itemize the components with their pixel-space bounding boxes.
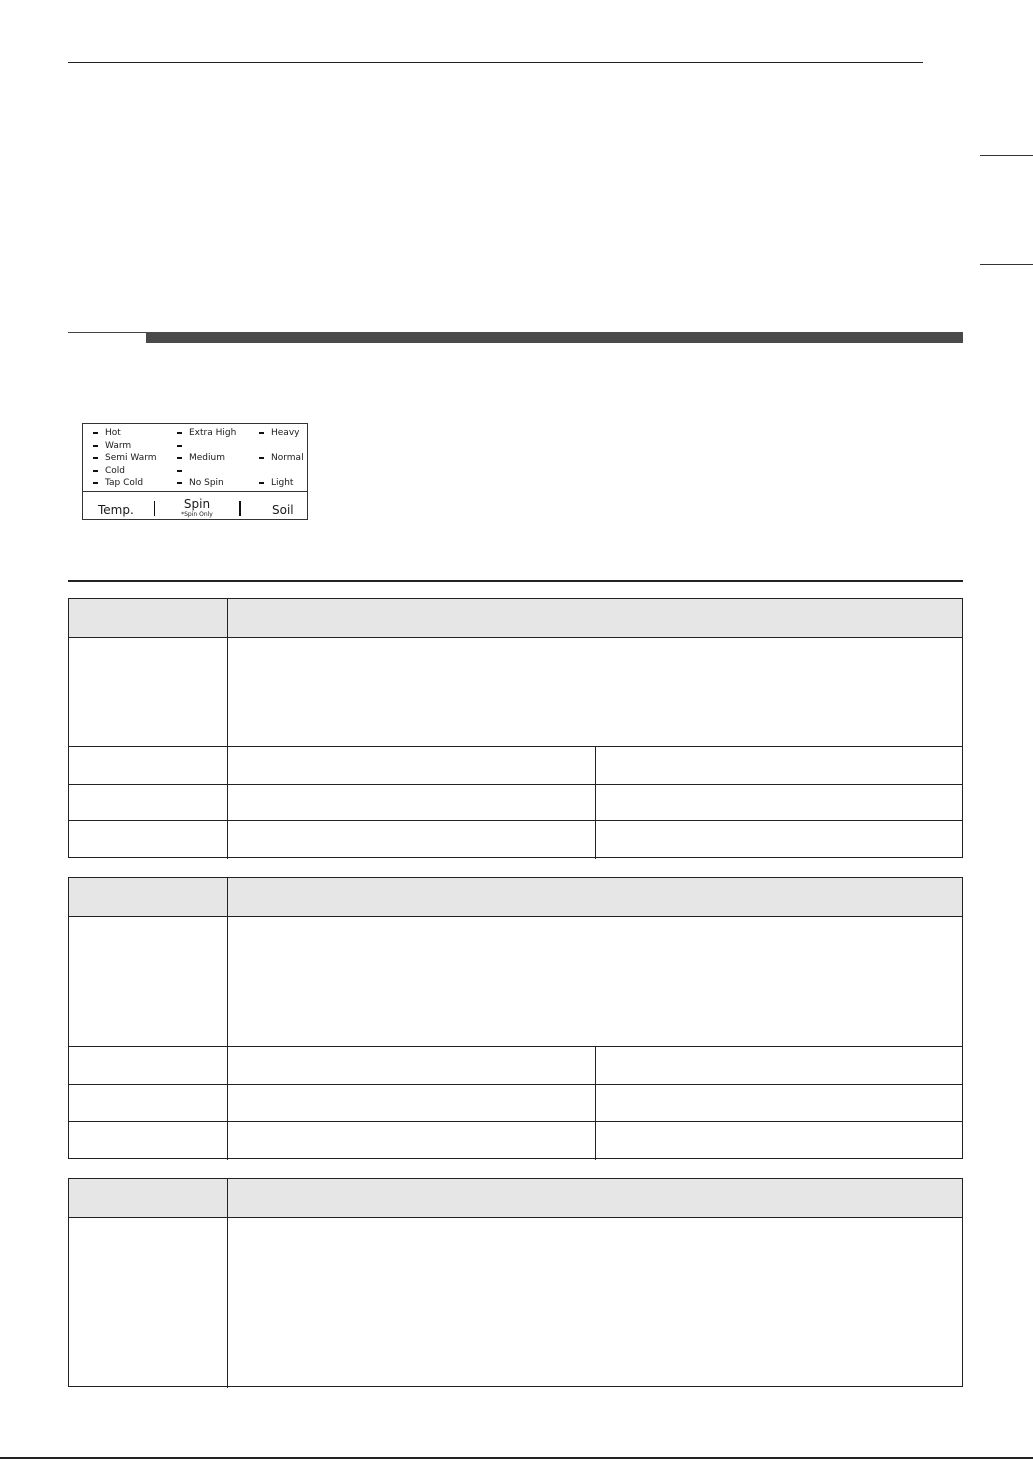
section-bar bbox=[146, 332, 963, 343]
temp-options bbox=[93, 427, 157, 490]
temp-option: Semi Warm bbox=[93, 452, 157, 465]
spin-option: No Spin bbox=[177, 477, 236, 490]
button-separator bbox=[154, 501, 155, 516]
indicator-led bbox=[177, 470, 182, 472]
temp-option: Hot bbox=[93, 427, 157, 440]
temp-option: Cold bbox=[93, 465, 157, 478]
soil-options bbox=[259, 427, 304, 490]
side-tab-marker bbox=[980, 264, 1033, 265]
spin-button-label: Spin bbox=[183, 497, 211, 511]
spin-options bbox=[177, 427, 236, 490]
soil-button-label: Soil bbox=[272, 503, 294, 517]
section-bar-lead bbox=[68, 332, 146, 333]
indicator-led bbox=[259, 482, 264, 484]
section-rule bbox=[68, 580, 963, 582]
temp-option: Tap Cold bbox=[93, 477, 157, 490]
spin-option bbox=[177, 440, 236, 453]
indicator-led bbox=[177, 432, 182, 434]
soil-option bbox=[259, 465, 304, 478]
table-header bbox=[69, 878, 962, 916]
panel-divider bbox=[83, 491, 307, 492]
table-header bbox=[69, 599, 962, 637]
table-header bbox=[69, 1179, 962, 1217]
temp-button-label: Temp. bbox=[98, 503, 134, 517]
soil-option bbox=[259, 440, 304, 453]
button-separator bbox=[239, 501, 241, 516]
temp-option: Warm bbox=[93, 440, 157, 453]
spin-option bbox=[177, 465, 236, 478]
indicator-led bbox=[93, 482, 98, 484]
side-tab-marker bbox=[980, 155, 1033, 156]
soil-option: Light bbox=[259, 477, 304, 490]
spin-option: Extra High bbox=[177, 427, 236, 440]
header-rule bbox=[68, 62, 923, 63]
indicator-led bbox=[93, 470, 98, 472]
soil-option: Heavy bbox=[259, 427, 304, 440]
indicator-led bbox=[93, 432, 98, 434]
spin-only-note: *Spin Only bbox=[181, 511, 213, 518]
indicator-led bbox=[93, 445, 98, 447]
spin-option: Medium bbox=[177, 452, 236, 465]
spin-button-label-group bbox=[167, 498, 227, 518]
soil-option: Normal bbox=[259, 452, 304, 465]
indicator-led bbox=[93, 457, 98, 459]
indicator-led bbox=[177, 445, 182, 447]
indicator-led bbox=[177, 457, 182, 459]
indicator-led bbox=[177, 482, 182, 484]
cycle-table-1 bbox=[68, 598, 963, 858]
indicator-led bbox=[259, 457, 264, 459]
indicator-led bbox=[259, 432, 264, 434]
cycle-table-3 bbox=[68, 1178, 963, 1387]
control-panel-figure bbox=[82, 423, 308, 520]
cycle-table-2 bbox=[68, 877, 963, 1159]
